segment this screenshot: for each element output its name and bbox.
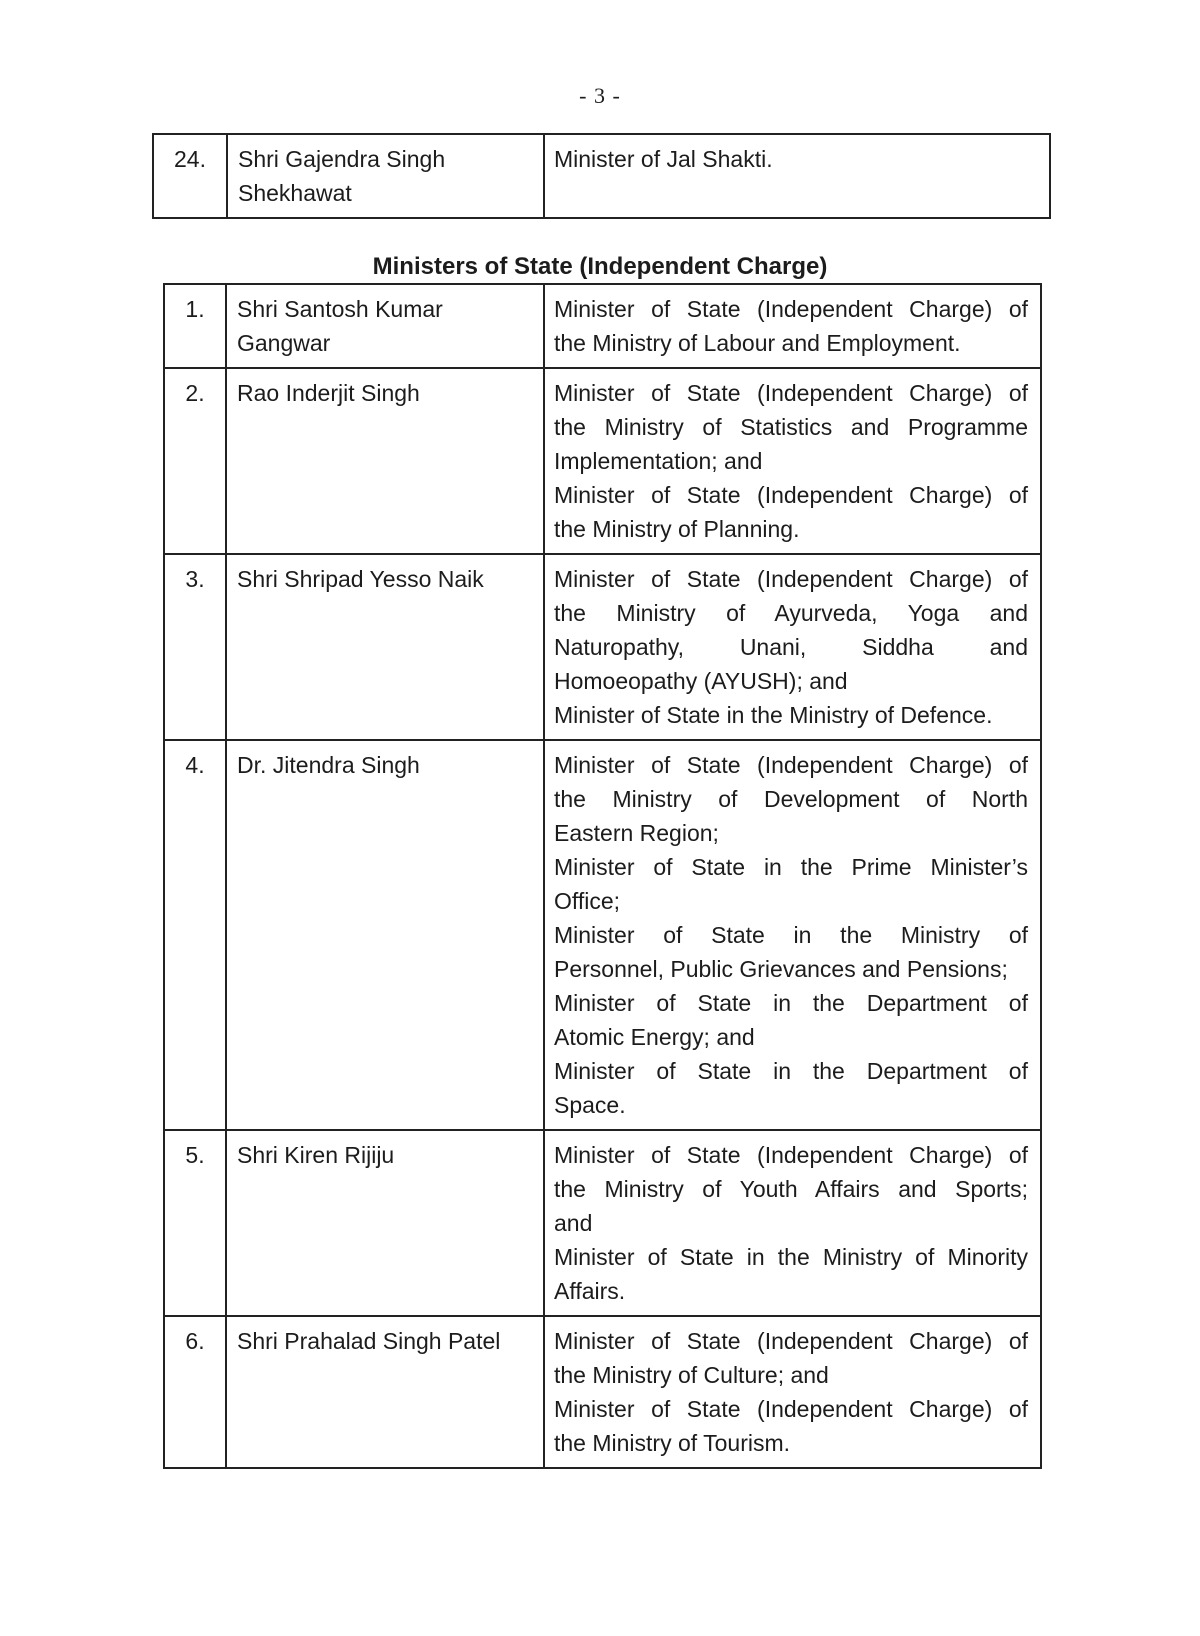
portfolio-clause <box>554 698 1028 732</box>
portfolio-line: Eastern Region; <box>554 820 719 846</box>
portfolio-clause <box>554 376 1028 478</box>
portfolio-clause <box>554 1138 1028 1240</box>
portfolio-clause <box>554 1054 1028 1122</box>
portfolio-line: the Ministry of Ayurveda, Yoga and <box>554 600 1028 626</box>
minister-name-line: Shekhawat <box>238 180 352 206</box>
portfolio-line: Homoeopathy (AYUSH); and <box>554 668 848 694</box>
portfolio-line: Minister of State (Independent Charge) of <box>554 752 1028 778</box>
portfolio-clause <box>554 1324 1028 1392</box>
minister-name-line: Shri Kiren Rijiju <box>237 1142 395 1168</box>
portfolio-line: Minister of Jal Shakti. <box>554 146 773 172</box>
portfolio-line: the Ministry of Planning. <box>554 516 800 542</box>
minister-name-line: Rao Inderjit Singh <box>237 380 420 406</box>
table-row <box>164 554 1041 740</box>
row-number-cell: 24. <box>153 134 227 218</box>
portfolio-line: Minister of State (Independent Charge) of <box>554 1396 1028 1422</box>
minister-name-cell <box>226 740 544 1130</box>
table-row <box>164 284 1041 368</box>
portfolio-line: Personnel, Public Grievances and Pensions; <box>554 956 1008 982</box>
portfolio-line: Implementation; and <box>554 448 763 474</box>
portfolio-line: Minister of State in the Department of <box>554 1058 1028 1084</box>
portfolio-clause <box>554 1240 1028 1308</box>
minister-name-cell <box>226 1130 544 1316</box>
portfolio-line: Minister of State in the Ministry of <box>554 922 1028 948</box>
portfolio-line: Minister of State in the Ministry of Defence. <box>554 702 993 728</box>
minister-name-line: Shri Prahalad Singh Patel <box>237 1328 501 1354</box>
portfolio-line: Minister of State (Independent Charge) of <box>554 1328 1028 1354</box>
portfolio-clause <box>554 142 1037 176</box>
row-number-cell: 4. <box>164 740 226 1130</box>
portfolio-line: Minister of State (Independent Charge) of <box>554 296 1028 322</box>
table-row <box>164 368 1041 554</box>
minister-name-line: Shri Gajendra Singh <box>238 146 446 172</box>
table-row <box>164 1316 1041 1468</box>
row-number-cell: 2. <box>164 368 226 554</box>
portfolio-clause <box>554 1392 1028 1460</box>
minister-name-cell <box>226 1316 544 1468</box>
minister-name-line: Dr. Jitendra Singh <box>237 752 420 778</box>
minister-name-line: Shri Shripad Yesso Naik <box>237 566 484 592</box>
section-heading: Ministers of State (Independent Charge) <box>372 253 828 280</box>
table-row <box>164 1130 1041 1316</box>
portfolio-line: Minister of State (Independent Charge) of <box>554 380 1028 406</box>
portfolio-clause <box>554 562 1028 698</box>
minister-name-line: Shri Santosh Kumar <box>237 296 443 322</box>
portfolio-line: the Ministry of Youth Affairs and Sports; <box>554 1176 1028 1202</box>
portfolio-line: Minister of State (Independent Charge) of <box>554 482 1028 508</box>
portfolio-line: the Ministry of Culture; and <box>554 1362 829 1388</box>
portfolio-clause <box>554 850 1028 918</box>
portfolio-clause <box>554 918 1028 986</box>
portfolio-line: the Ministry of Statistics and Programme <box>554 414 1028 440</box>
portfolio-line: Minister of State (Independent Charge) of <box>554 1142 1028 1168</box>
minister-name-line: Gangwar <box>237 330 331 356</box>
portfolio-clause <box>554 478 1028 546</box>
portfolio-clause <box>554 292 1028 360</box>
minister-name-cell <box>227 134 544 218</box>
portfolio-line: Space. <box>554 1092 626 1118</box>
document-page <box>0 84 1200 1636</box>
portfolio-cell <box>544 284 1041 368</box>
portfolio-cell <box>544 1130 1041 1316</box>
portfolio-line: Atomic Energy; and <box>554 1024 755 1050</box>
portfolio-line: and <box>554 1210 593 1236</box>
portfolio-line: Minister of State (Independent Charge) of <box>554 566 1028 592</box>
portfolio-line: Minister of State in the Prime Minister’s <box>554 854 1028 880</box>
portfolio-line: the Ministry of Tourism. <box>554 1430 791 1456</box>
portfolio-cell <box>544 368 1041 554</box>
portfolio-line: Office; <box>554 888 621 914</box>
row-number-cell: 3. <box>164 554 226 740</box>
portfolio-line: the Ministry of Development of North <box>554 786 1028 812</box>
table-row <box>164 740 1041 1130</box>
table-row <box>153 134 1050 218</box>
portfolio-cell <box>544 134 1050 218</box>
portfolio-line: the Ministry of Labour and Employment. <box>554 330 961 356</box>
row-number-cell: 1. <box>164 284 226 368</box>
portfolio-clause <box>554 748 1028 850</box>
row-number-cell: 5. <box>164 1130 226 1316</box>
minister-name-cell <box>226 554 544 740</box>
minister-name-cell <box>226 284 544 368</box>
row-number-cell: 6. <box>164 1316 226 1468</box>
minister-name-cell <box>226 368 544 554</box>
portfolio-line: Naturopathy, Unani, Siddha and <box>554 634 1028 660</box>
portfolio-line: Minister of State in the Ministry of Minority <box>554 1244 1028 1270</box>
portfolio-cell <box>544 740 1041 1130</box>
portfolio-line: Affairs. <box>554 1278 626 1304</box>
portfolio-line: Minister of State in the Department of <box>554 990 1028 1016</box>
portfolio-clause <box>554 986 1028 1054</box>
cabinet-ministers-table-continued <box>152 133 1051 219</box>
portfolio-cell <box>544 1316 1041 1468</box>
ministers-of-state-table <box>163 283 1042 1469</box>
page-number: - 3 - <box>579 83 621 108</box>
portfolio-cell <box>544 554 1041 740</box>
